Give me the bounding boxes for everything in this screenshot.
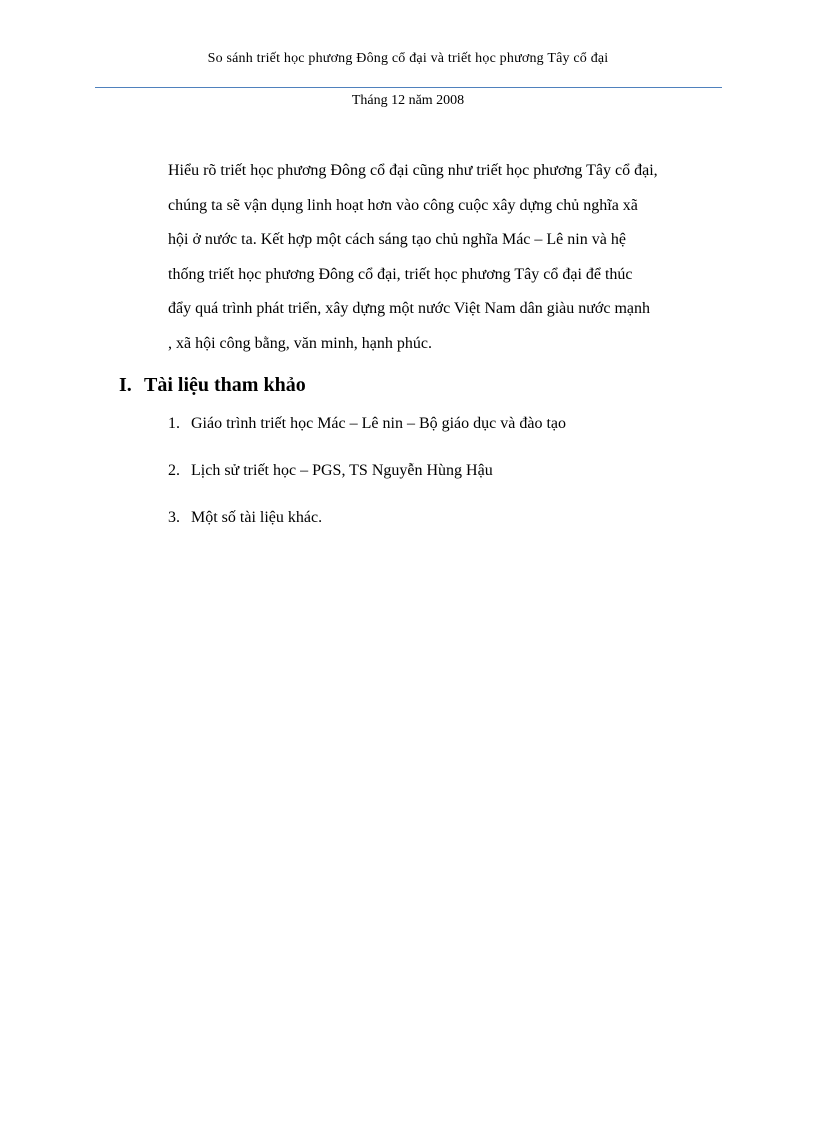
page-header-title: So sánh triết học phương Đông cổ đại và triết học phương Tây cổ đại bbox=[207, 51, 609, 66]
reference-item bbox=[168, 459, 566, 506]
reference-item bbox=[168, 412, 566, 459]
reference-item bbox=[168, 506, 566, 553]
paragraph-line: thống triết học phương Đông cổ đại, triết học phương Tây cổ đại để thúc bbox=[168, 265, 633, 283]
conclusion-paragraph bbox=[168, 154, 728, 361]
page-header-date: Tháng 12 năm 2008 bbox=[351, 93, 465, 108]
reference-number: 1. bbox=[168, 415, 180, 432]
paragraph-line: Hiểu rõ triết học phương Đông cổ đại cũng như triết học phương Tây cổ đại, bbox=[168, 162, 658, 179]
paragraph-line: , xã hội công bằng, văn minh, hạnh phúc. bbox=[168, 334, 432, 352]
reference-number: 2. bbox=[168, 462, 180, 479]
header-divider bbox=[95, 87, 722, 88]
section-heading-references bbox=[119, 370, 306, 400]
paragraph-line: hội ở nước ta. Kết hợp một cách sáng tạo chủ nghĩa Mác – Lê nin và hệ bbox=[168, 231, 626, 248]
reference-list bbox=[168, 412, 566, 553]
reference-text: Giáo trình triết học Mác – Lê nin – Bộ giáo dục và đào tạo bbox=[191, 415, 567, 432]
reference-text: Lịch sử triết học – PGS, TS Nguyễn Hùng Hậu bbox=[191, 462, 493, 479]
reference-number: 3. bbox=[168, 509, 180, 526]
reference-text: Một số tài liệu khác. bbox=[191, 509, 323, 526]
section-number: I. bbox=[119, 374, 132, 396]
paragraph-line: chúng ta sẽ vận dụng linh hoạt hơn vào công cuộc xây dựng chủ nghĩa xã bbox=[168, 196, 638, 214]
section-title: Tài liệu tham khảo bbox=[144, 374, 306, 396]
paragraph-line: đẩy quá trình phát triển, xây dựng một nước Việt Nam dân giàu nước mạnh bbox=[168, 300, 651, 317]
